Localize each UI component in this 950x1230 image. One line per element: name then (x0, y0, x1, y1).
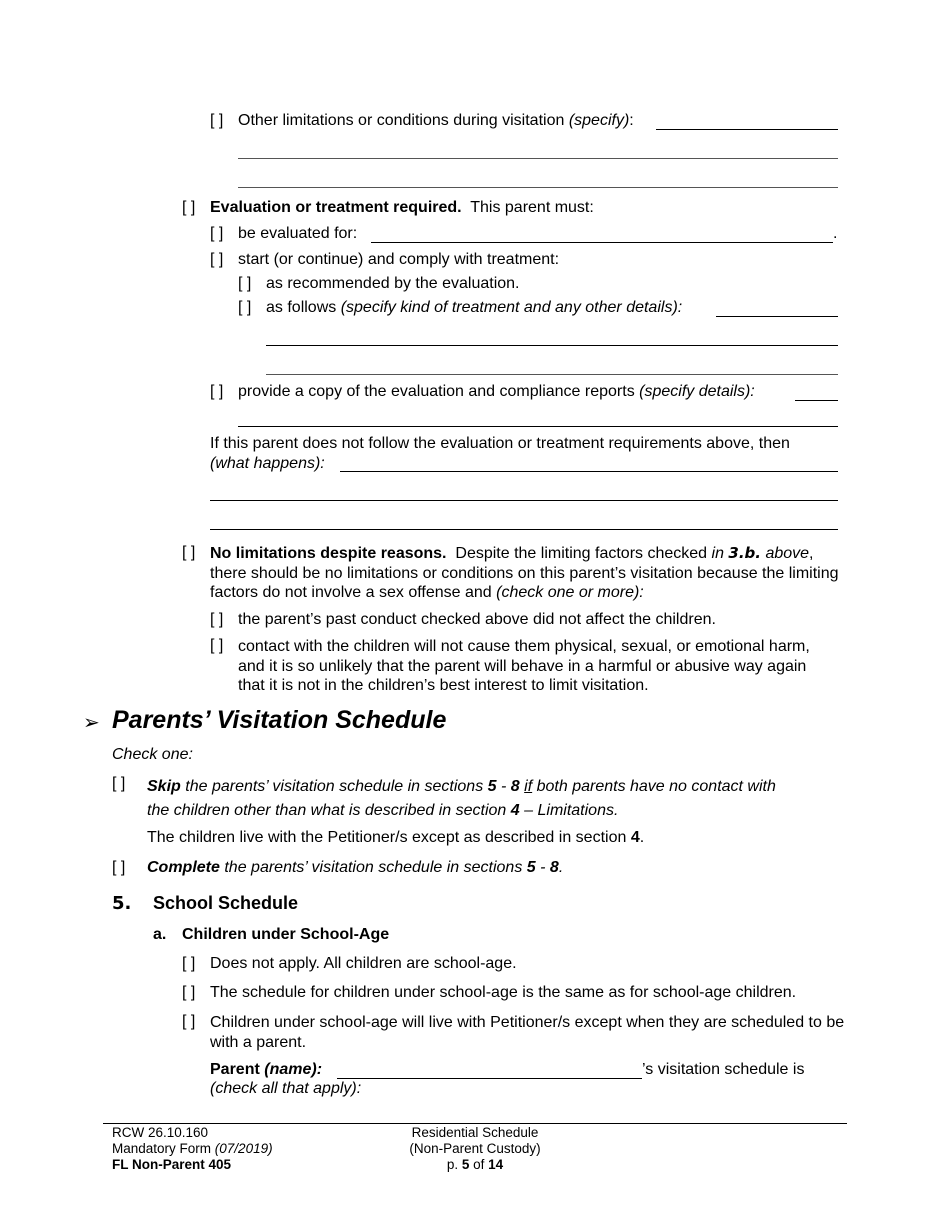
other-limitations-label: Other limitations or conditions during visitation (specify): (238, 112, 634, 129)
check-one-label: Check one: (112, 746, 193, 763)
what-happens-line-3[interactable] (210, 529, 838, 530)
other-limitations-line-2[interactable] (238, 158, 838, 159)
no-harm-label: contact with the children will not cause them physical, sexual, or emotional harm, and it is so unlikely that the parent will behave in a harmful or abusive way again that it is not in the children’s best interest to limit visitation. (238, 638, 810, 694)
checkbox-no-limitations[interactable]: [ ] (182, 544, 196, 561)
checkbox-as-recommended[interactable]: [ ] (238, 275, 252, 292)
as-recommended-label: as recommended by the evaluation. (266, 275, 520, 292)
school-schedule-title: School Schedule (153, 893, 299, 913)
complete-schedule-text: Complete the parents’ visitation schedule in sections 5 - 8. (147, 859, 564, 876)
does-not-apply-label: Does not apply. All children are school-age. (210, 955, 517, 972)
checkbox-complete-schedule[interactable]: [ ] (112, 859, 126, 876)
if-not-follow-text: If this parent does not follow the evaluation or treatment requirements above, then (210, 435, 790, 452)
footer-title2: (Non-Parent Custody) (409, 1141, 541, 1156)
parent-name-field[interactable] (337, 1078, 642, 1079)
skip-schedule-text: Skip the parents’ visitation schedule in sections 5 - 8 if both parents have no contact with the children other than what is described in section 4 – Limitations. (147, 778, 776, 819)
footer-rule (103, 1123, 847, 1124)
provide-copy-line-2[interactable] (238, 426, 838, 427)
check-all-label: (check all that apply): (210, 1080, 362, 1097)
as-follows-field[interactable] (716, 316, 838, 317)
checkbox-past-conduct[interactable]: [ ] (210, 611, 224, 628)
under-school-age-title: Children under School-Age (182, 926, 390, 943)
parent-name-label: Parent (name): (210, 1061, 323, 1078)
other-limitations-field[interactable] (656, 129, 838, 130)
provide-copy-label: provide a copy of the evaluation and compliance reports (specify details): (238, 383, 755, 400)
as-follows-line-2[interactable] (266, 345, 838, 346)
footer-title1: Residential Schedule (411, 1125, 539, 1140)
past-conduct-label: the parent’s past conduct checked above did not affect the children. (238, 611, 716, 628)
checkbox-no-harm[interactable]: [ ] (210, 637, 224, 654)
evaluation-heading: Evaluation or treatment required. This parent must: (210, 199, 594, 216)
visitation-heading: Parents’ Visitation Schedule (112, 706, 447, 734)
checkbox-evaluation[interactable]: [ ] (182, 199, 196, 216)
no-limitations-paragraph: No limitations despite reasons. Despite the limiting factors checked in 3.b. above, there should be no limitations or conditions on this parent’s visitation because the limiting factors do not involve a sex offense and (check one or more): (210, 544, 839, 601)
footer-form-id: FL Non-Parent 405 (112, 1157, 232, 1172)
live-with-petitioner-label: Children under school-age will live with Petitioner/s except when they are scheduled to be with a parent. (210, 1014, 845, 1051)
other-limitations-line-3[interactable] (238, 187, 838, 188)
checkbox-same-schedule[interactable]: [ ] (182, 984, 196, 1001)
evaluated-for-period: . (833, 225, 838, 242)
same-schedule-label: The schedule for children under school-age is the same as for school-age children. (210, 984, 797, 1001)
checkbox-provide-copy[interactable]: [ ] (210, 383, 224, 400)
footer-rcw: RCW 26.10.160 (112, 1125, 209, 1140)
checkbox-live-with-petitioner[interactable]: [ ] (182, 1013, 196, 1030)
footer-mandatory: Mandatory Form (07/2019) (112, 1141, 273, 1156)
section-number: 5. (112, 893, 132, 914)
start-treatment-label: start (or continue) and comply with treatment: (238, 251, 560, 268)
footer-left (112, 1125, 273, 1173)
provide-copy-field[interactable] (795, 400, 838, 401)
footer-page: p. 5 of 14 (446, 1157, 504, 1172)
visitation-is-label: ’s visitation schedule is (642, 1061, 805, 1078)
footer-center (375, 1125, 575, 1173)
evaluated-for-field[interactable] (371, 242, 833, 243)
what-happens-label: (what happens): (210, 455, 325, 472)
as-follows-line-3[interactable] (266, 374, 838, 375)
checkbox-does-not-apply[interactable]: [ ] (182, 955, 196, 972)
checkbox-other-limitations[interactable]: [ ] (210, 112, 224, 129)
as-follows-label: as follows (specify kind of treatment and any other details): (266, 299, 683, 316)
checkbox-start-treatment[interactable]: [ ] (210, 251, 224, 268)
what-happens-line-2[interactable] (210, 500, 838, 501)
checkbox-as-follows[interactable]: [ ] (238, 299, 252, 316)
evaluated-for-label: be evaluated for: (238, 225, 358, 242)
subsection-letter: a. (153, 926, 167, 943)
checkbox-skip-schedule[interactable]: [ ] (112, 775, 126, 792)
checkbox-evaluated-for[interactable]: [ ] (210, 225, 224, 242)
live-with-text: The children live with the Petitioner/s except as described in section 4. (147, 829, 645, 846)
what-happens-field[interactable] (340, 471, 838, 472)
arrow-bullet-icon: ➢ (83, 710, 100, 734)
